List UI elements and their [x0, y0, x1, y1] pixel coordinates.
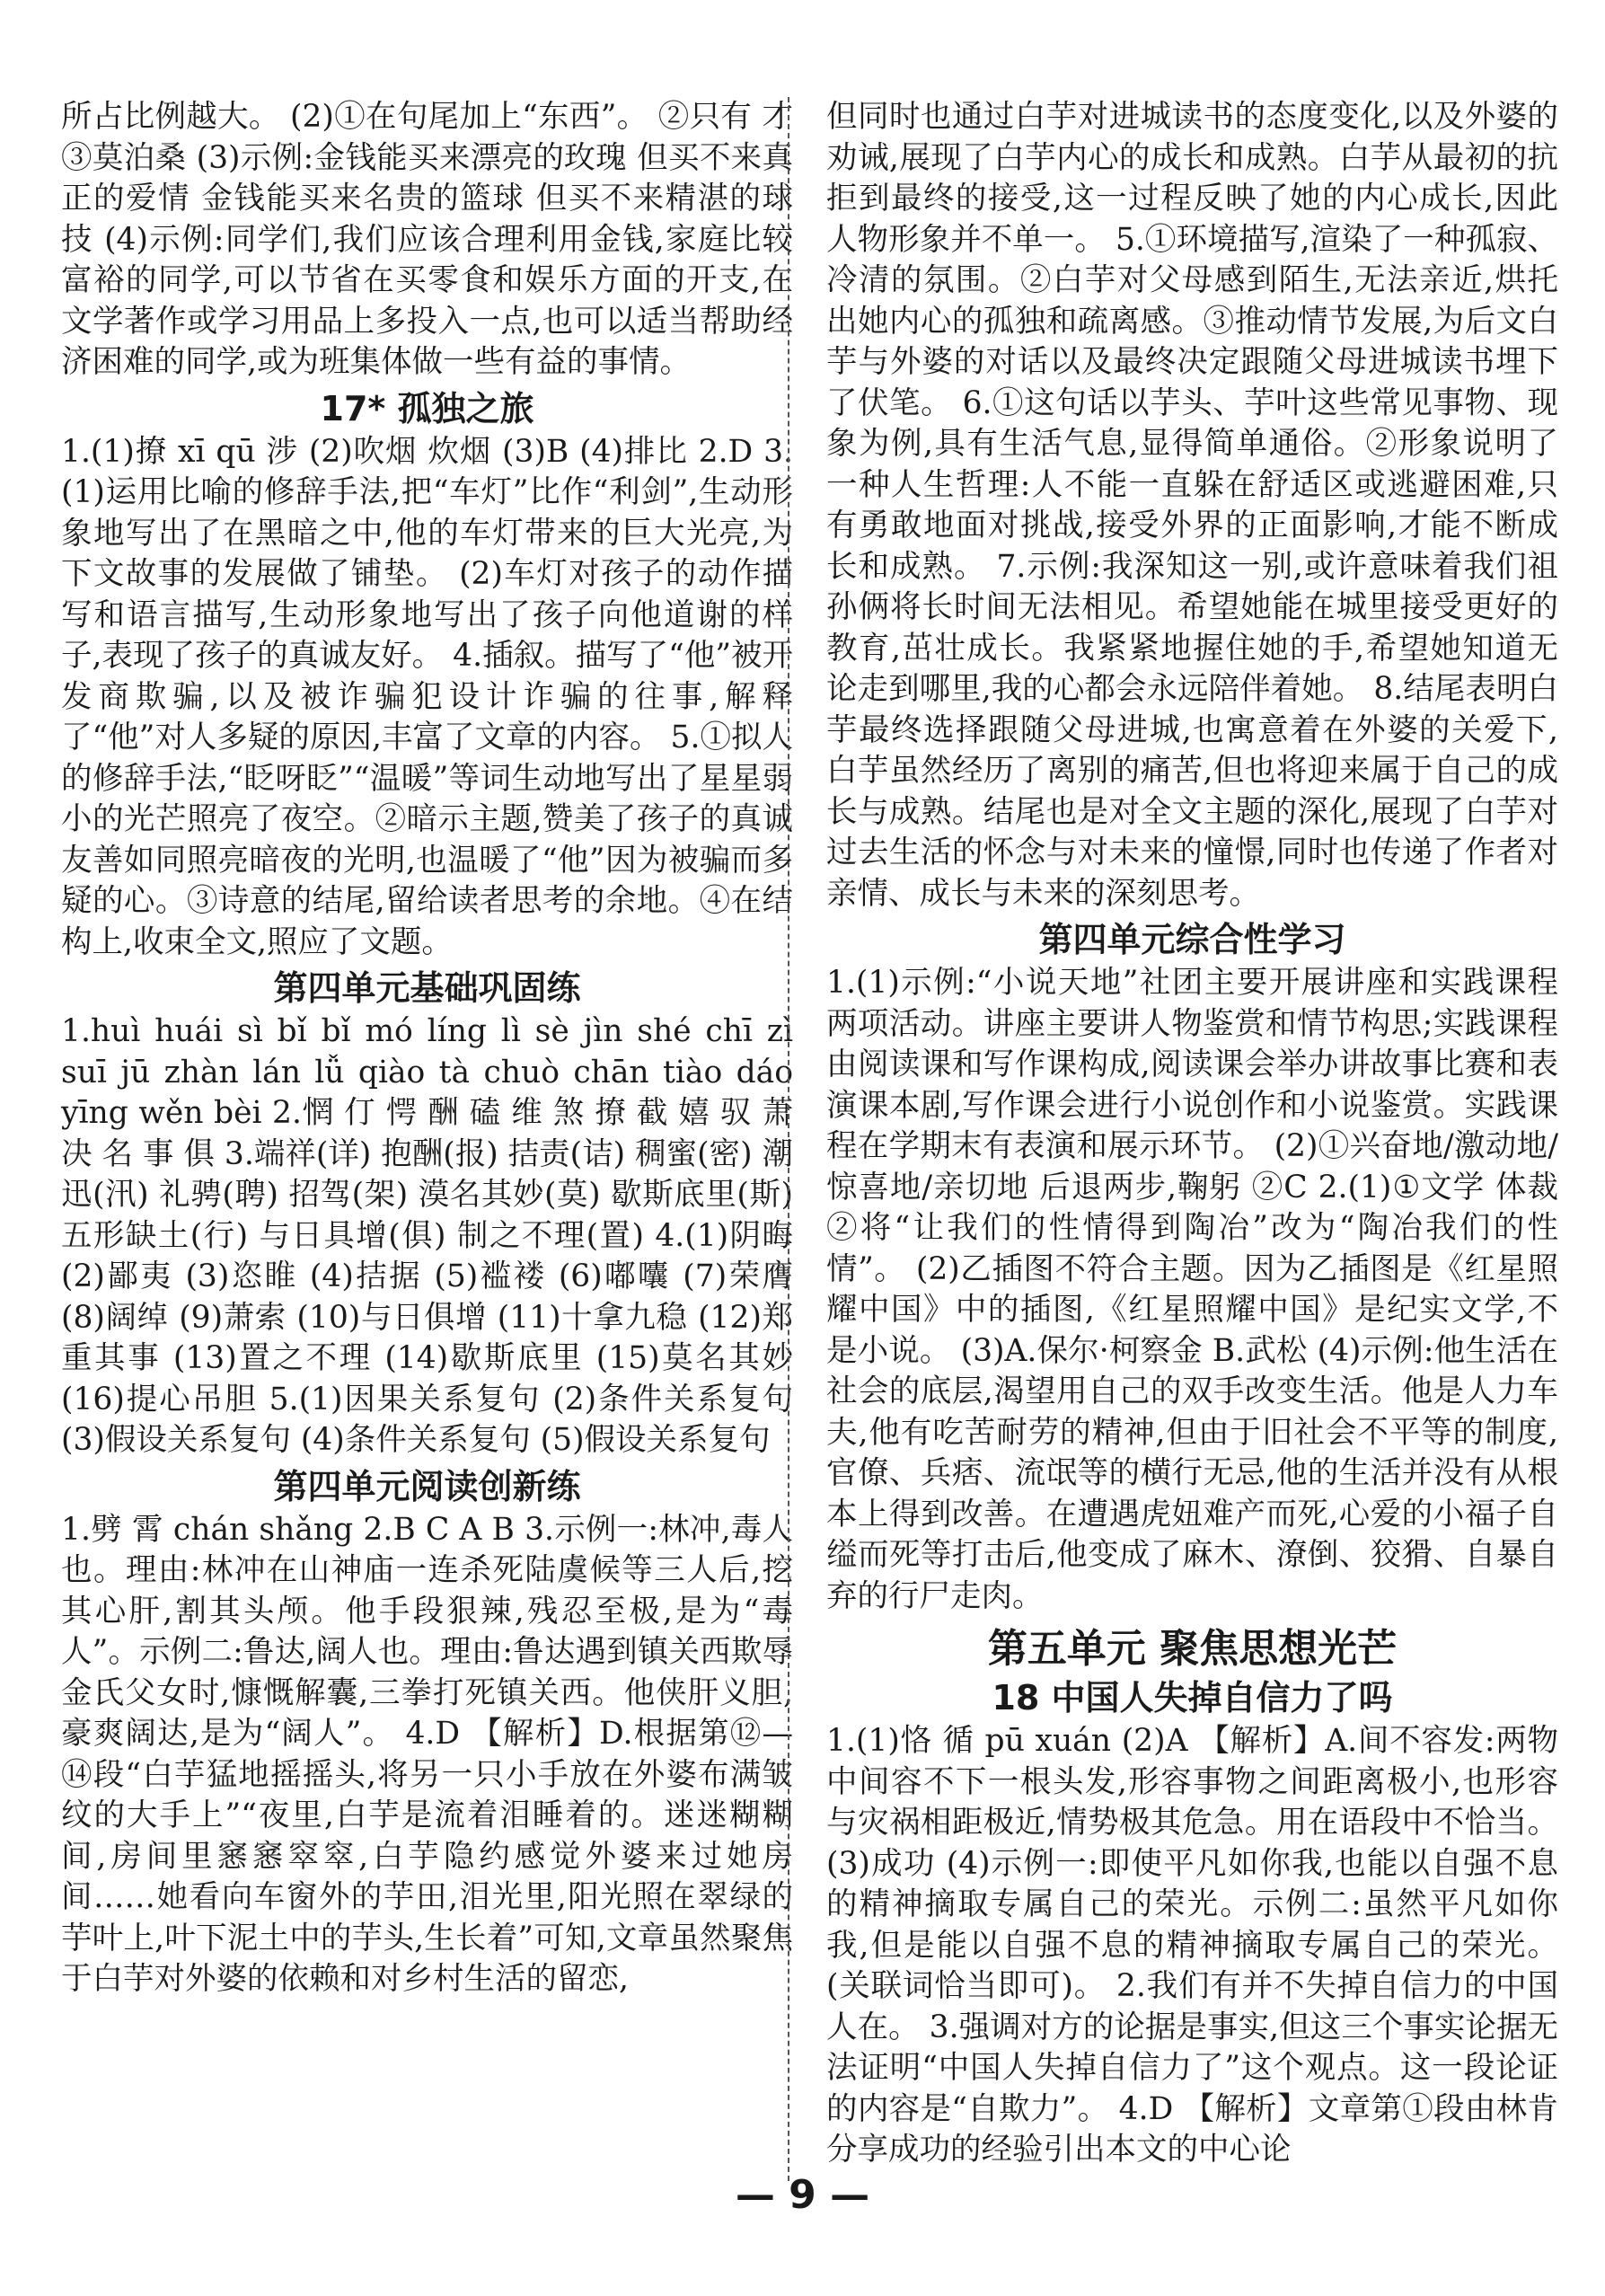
answer-paragraph: 1.huì huái sì bǐ bǐ mó líng lì sè jìn shé chī zì suī jū zhàn lán lǚ qiào tà chuò chān tiào dáo yīng wěn bèi 2.惘 仃 愕 酬 磕 维 煞 撩 截 嬉 驭 萧 决 名 事 俱 3.端祥(详) 抱酬(报) 拮责(诘) 稠蜜(密) 潮迅(汛) 礼骋(聘) 招驾(架) 漠名其妙(莫) 歇斯底里(斯) 五形缺土(行) 与日具增(俱) 制之不理(置) 4.(1)阴晦 (2)鄙夷 (3)恣睢 (4)拮据 (5)褴褛 (6)嘟囔 (7)荣膺 (8)阔绰 (9)萧索 (10)与日俱增 (11)十拿九稳 (12)郑重其事 (13)置之不理 (14)歇斯底里 (15)莫名其妙 (16)提心吊胆 5.(1)因果关系复句 (2)条件关系复句 (3)假设关系复句 (4)条件关系复句 (5)假设关系复句: [61, 1013, 793, 1458]
section-heading-lesson-17: 17* 孤独之旅: [320, 388, 534, 428]
column-divider: [788, 97, 789, 2181]
answer-paragraph: 1.(1)撩 xī qū 涉 (2)吹烟 炊烟 (3)B (4)排比 2.D 3.(1)运用比喻的修辞手法,把“车灯”比作“利剑”,生动形象地写出了在黑暗之中,他的车灯带来的巨大光亮,为下文故事的发展做了铺垫。 (2)车灯对孩子的动作描写和语言描写,生动形象地写出了孩子向他道谢的样子,表现了孩子的真诚友好。 4.插叙。描写了“他”被开发商欺骗,以及被诈骗犯设计诈骗的往事,解释了“他”对人多疑的原因,丰富了文章的内容。 5.①拟人的修辞手法,“眨呀眨”“温暖”等词生动地写出了星星弱小的光芒照亮了夜空。②暗示主题,赞美了孩子的真诚友善如同照亮暗夜的光明,也温暖了“他”因为被骗而多疑的心。③诗意的结尾,留给读者思考的余地。④在结构上,收束全文,照应了文题。: [61, 433, 793, 960]
section-heading-unit4-reading: 第四单元阅读创新练: [273, 1466, 581, 1506]
section-heading-lesson-18: 18 中国人失掉自信力了吗: [992, 1678, 1393, 1718]
unit-heading-unit5: 第五单元 聚焦思想光芒: [987, 1626, 1398, 1672]
answer-paragraph: 但同时也通过白芋对进城读书的态度变化,以及外婆的劝诫,展现了白芋内心的成长和成熟。白芋从最初的抗拒到最终的接受,这一过程反映了她的内心成长,因此人物形象并不单一。 5.①环境描写,渲染了一种孤寂、冷清的氛围。②白芋对父母感到陌生,无法亲近,烘托出她内心的孤独和疏离感。③推动情节发展,为后文白芋与外婆的对话以及最终决定跟随父母进城读书埋下了伏笔。 6.①这句话以芋头、芋叶这些常见事物、现象为例,具有生活气息,显得简单通俗。②形象说明了一种人生哲理:人不能一直躲在舒适区或逃避困难,只有勇敢地面对挑战,接受外界的正面影响,才能不断成长和成熟。 7.示例:我深知这一别,或许意味着我们祖孙俩将长时间无法相见。希望她能在城里接受更好的教育,茁壮成长。我紧紧地握住她的手,希望她知道无论走到哪里,我的心都会永远陪伴着她。 8.结尾表明白芋最终选择跟随父母进城,也寓意着在外婆的关爱下,白芋虽然经历了离别的痛苦,但也将迎来属于自己的成长与成熟。结尾也是对全文主题的深化,展现了白芋对过去生活的怀念与对未来的憧憬,同时也传递了作者对亲情、成长与未来的深刻思考。: [826, 99, 1558, 912]
answer-paragraph: 1.(1)示例:“小说天地”社团主要开展讲座和实践课程两项活动。讲座主要讲人物鉴赏和情节构思;实践课程由阅读课和写作课构成,阅读课会举办讲故事比赛和表演课本剧,写作课会进行小说创作和小说鉴赏。实践课程在学期末有表演和展示环节。 (2)①兴奋地/激动地/惊喜地/亲切地 后退两步,鞠躬 ②C 2.(1)①文学 体裁 ②将“让我们的性情得到陶冶”改为“陶冶我们的性情”。 (2)乙插图不符合主题。因为乙插图是《红星照耀中国》中的插图,《红星照耀中国》是纪实文学,不是小说。 (3)A.保尔·柯察金 B.武松 (4)示例:他生活在社会的底层,渴望用自己的双手改变生活。他是人力车夫,他有吃苦耐劳的精神,但由于旧社会不平等的制度,官僚、兵痞、流氓等的横行无忌,他的生活并没有从根本上得到改善。在遭遇虎妞难产而死,心爱的小福子自缢而死等打击后,他变成了麻木、潦倒、狡猾、自暴自弃的行尸走肉。: [826, 965, 1558, 1614]
answer-paragraph: 1.(1)恪 循 pū xuán (2)A 【解析】A.间不容发:两物中间容不下一根头发,形容事物之间距离极小,也形容与灾祸相距极近,情势极其危急。用在语段中不恰当。 (3)成功 (4)示例一:即使平凡如你我,也能以自强不息的精神摘取专属自己的荣光。示例二:虽然平凡如你我,但是能以自强不息的精神摘取专属自己的荣光。(关联词恰当即可)。 2.我们有并不失掉自信力的中国人在。 3.强调对方的论据是事实,但这三个事实论据无法证明“中国人失掉自信力了”这个观点。这一段论证的内容是“自欺力”。 4.D 【解析】文章第①段由林肯分享成功的经验引出本文的中心论: [826, 1723, 1558, 2168]
answer-paragraph: 所占比例越大。 (2)①在句尾加上“东西”。 ②只有 才 ③莫泊桑 (3)示例:金钱能买来漂亮的玫瑰 但买不来真正的爱情 金钱能买来名贵的篮球 但买不来精湛的球技 (4)示例:同学们,我们应该合理利用金钱,家庭比较富裕的同学,可以节省在买零食和娱乐方面的开支,在文学著作或学习用品上多投入一点,也可以适当帮助经济困难的同学,或为班集体做一些有益的事情。: [61, 99, 793, 380]
right-column: [826, 97, 1558, 2171]
page-number: — 9 —: [735, 2172, 870, 2218]
answer-paragraph: 1.劈 霄 chán shǎng 2.B C A B 3.示例一:林冲,毒人也。理由:林冲在山神庙一连杀死陆虞候等三人后,挖其心肝,割其头颅。他手段狠辣,残忍至极,是为“毒人”。示例二:鲁达,阔人也。理由:鲁达遇到镇关西欺辱金氏父女时,慷慨解囊,三拳打死镇关西。他侠肝义胆,豪爽阔达,是为“阔人”。 4.D 【解析】D.根据第⑫—⑭段“白芋猛地摇摇头,将另一只小手放在外婆布满皱纹的大手上”“夜里,白芋是流着泪睡着的。迷迷糊糊间,房间里窸窸窣窣,白芋隐约感觉外婆来过她房间……她看向车窗外的芋田,泪光里,阳光照在翠绿的芋叶上,叶下泥土中的芋头,生长着”可知,文章虽然聚焦于白芋对外婆的依赖和对乡村生活的留恋,: [61, 1511, 793, 1997]
section-heading-unit4-basics: 第四单元基础巩固练: [273, 968, 581, 1008]
left-column: [61, 97, 793, 2000]
section-heading-unit4-comprehensive: 第四单元综合性学习: [1038, 920, 1346, 959]
